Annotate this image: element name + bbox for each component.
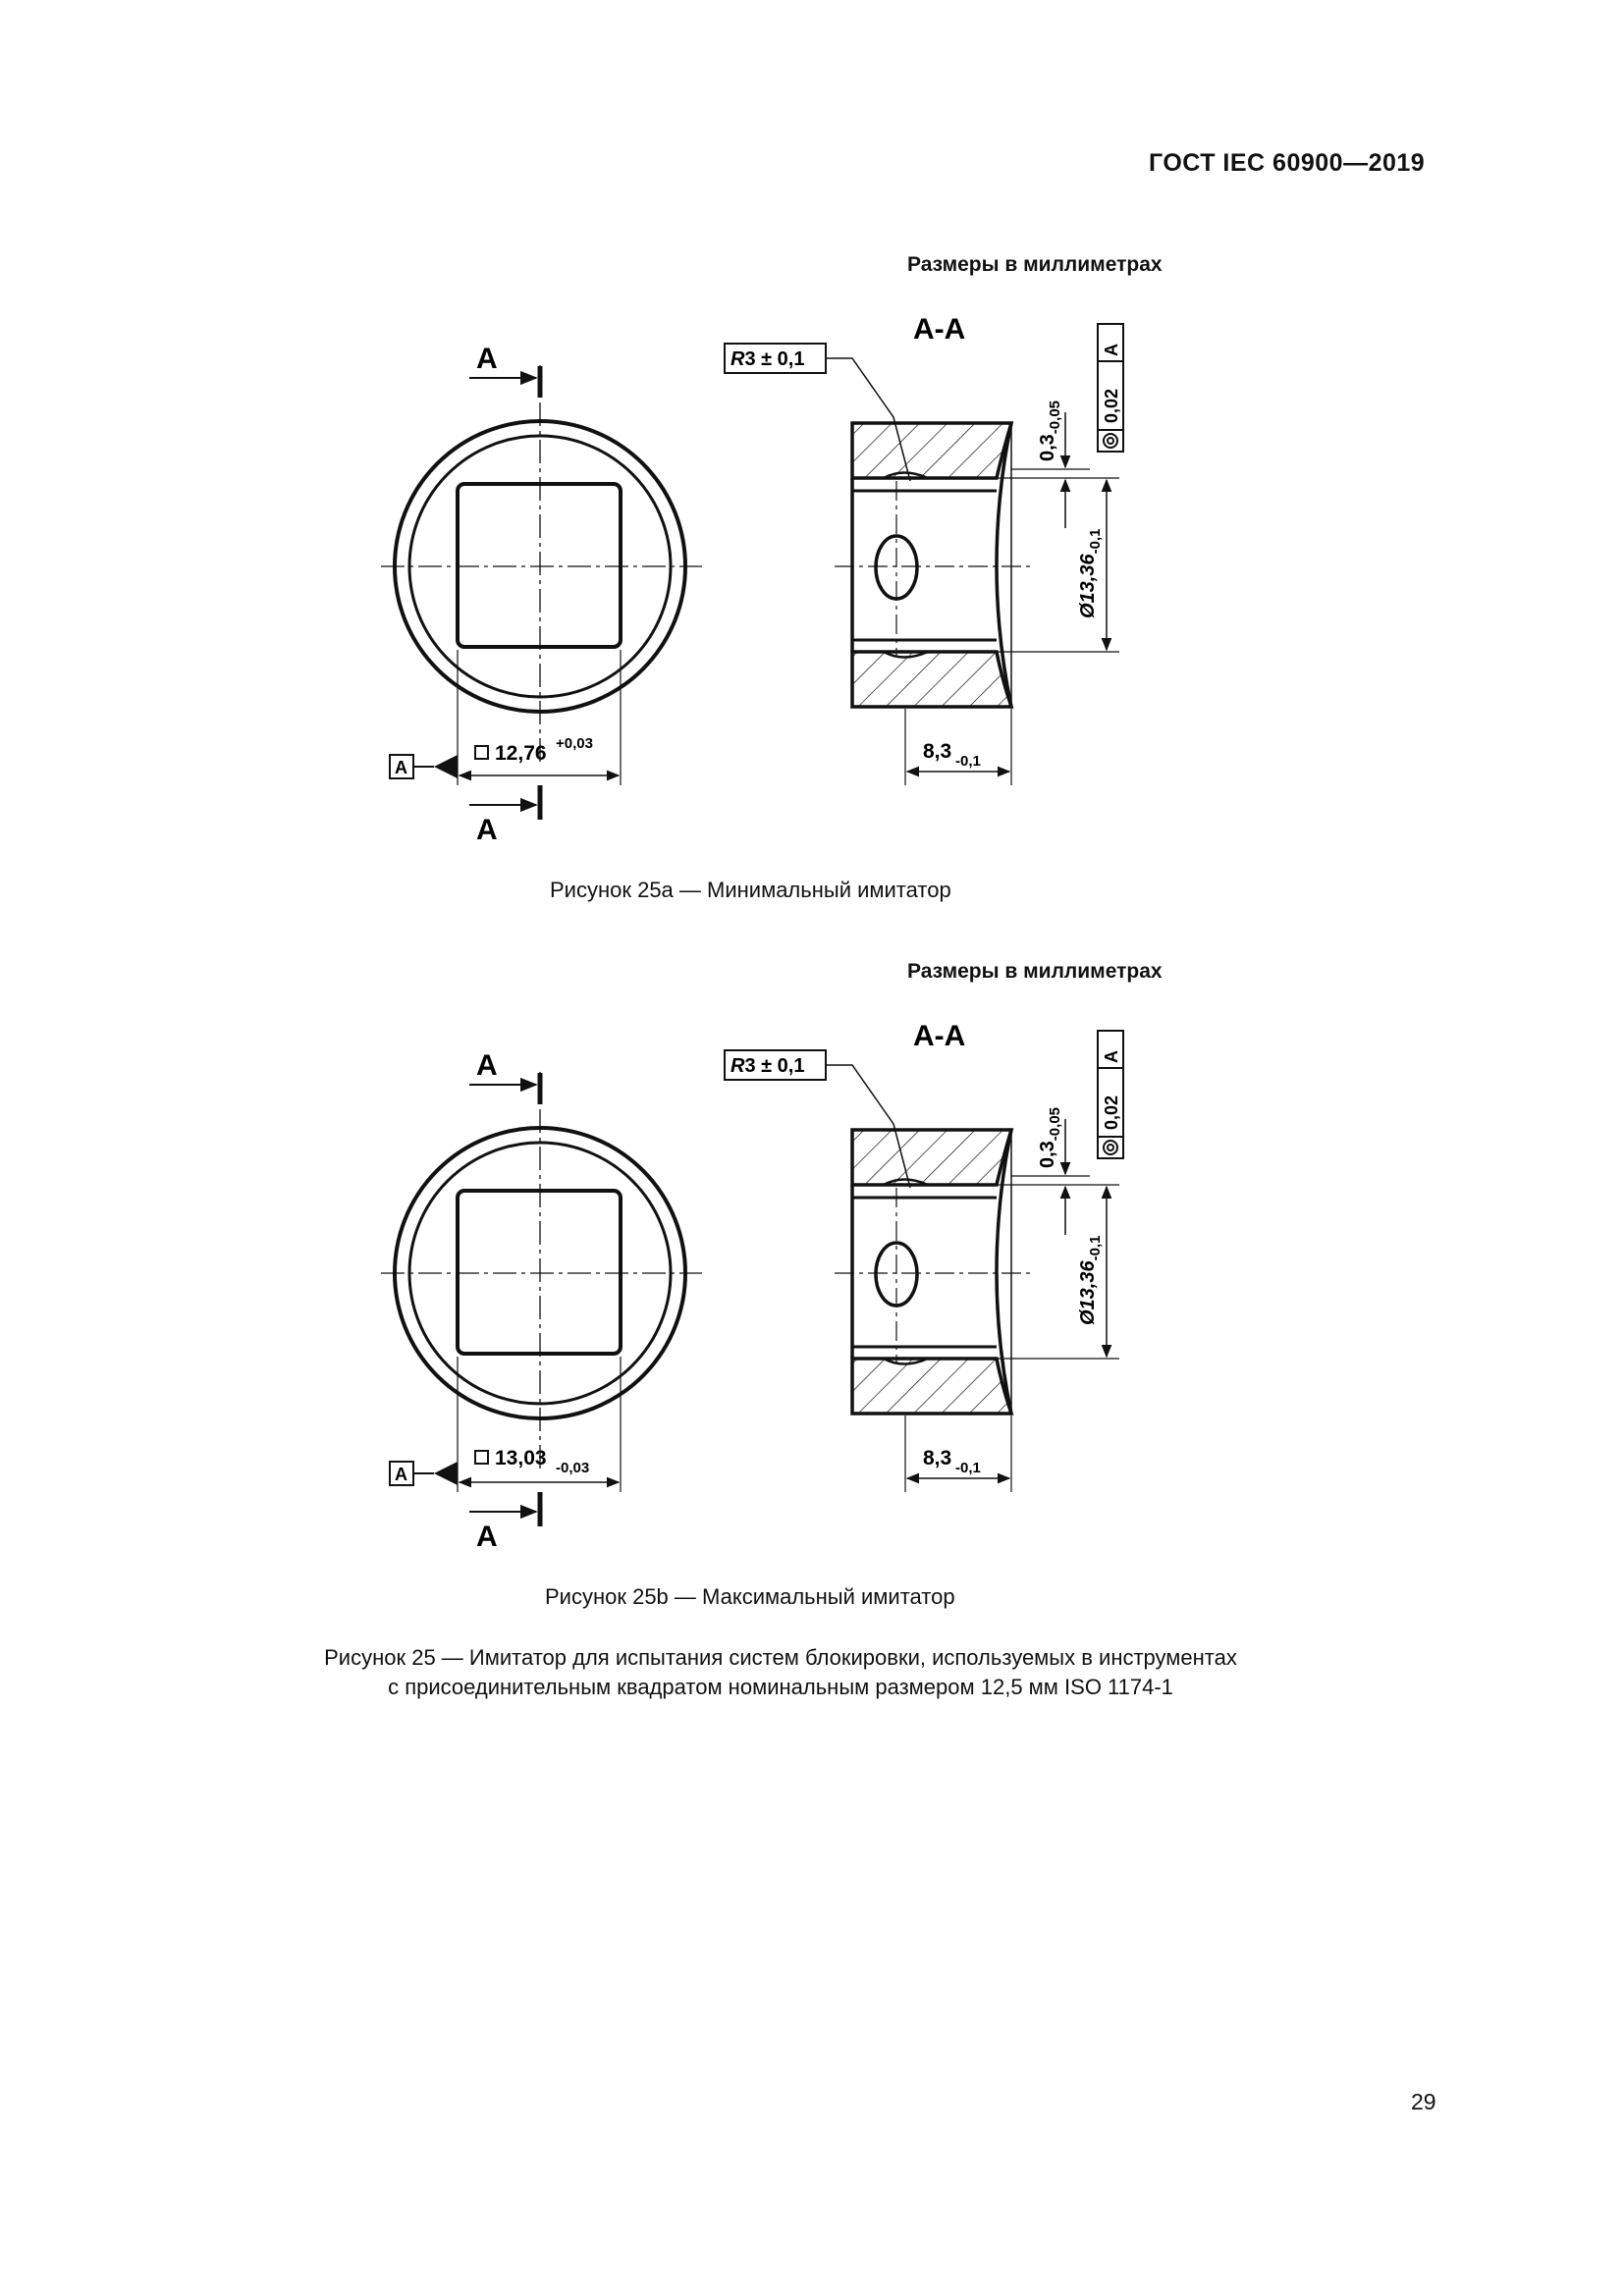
units-note-a: Размеры в миллиметрах: [907, 253, 1163, 276]
width-dimension: [905, 1415, 1011, 1492]
svg-text:A: A: [1102, 1050, 1121, 1063]
section-label: А-А: [913, 1020, 966, 1052]
datum-feature: [390, 755, 458, 778]
square-dimension: [458, 1357, 621, 1492]
section-cut-top: [469, 1049, 540, 1104]
cut-label-bottom: А: [476, 1521, 498, 1551]
figure-25b-caption: Рисунок 25b — Максимальный имитатор: [545, 1584, 955, 1609]
section-view: [835, 1130, 1031, 1414]
svg-text:Ø13,36-0,1: $Ø13,36_{-0,1}$: [1077, 1235, 1104, 1325]
figure-25a-caption: Рисунок 25а — Минимальный имитатор: [550, 878, 951, 902]
front-view: [381, 1072, 702, 1472]
figure-25-caption-line1: Рисунок 25 — Имитатор для испытания систем блокировки, используемых в инструментах: [324, 1645, 1237, 1670]
svg-text:0,3-0,05: $0,3_{-0,05}$: [1037, 1106, 1063, 1168]
section-label: А-А: [913, 313, 966, 346]
datum-feature: [390, 1462, 458, 1485]
figure-25-caption-line2: с присоединительным квадратом номинальным размером 12,5 мм ISO 1174-1: [388, 1675, 1173, 1699]
cut-label-top: А: [476, 343, 498, 375]
width-dim-value: 8,3: [923, 1447, 952, 1469]
square-dim-tol: +0,03: [556, 735, 593, 752]
width-dimension: [905, 709, 1011, 785]
square-dim-value: 12,76: [495, 742, 547, 765]
cut-label-bottom: А: [476, 814, 498, 844]
svg-text:0,02: 0,02: [1102, 1095, 1121, 1130]
units-note-b: Размеры в миллиметрах: [907, 960, 1163, 983]
square-dim-value: 13,03: [495, 1447, 547, 1469]
section-cut-bottom: [469, 785, 540, 844]
width-dim-value: 8,3: [923, 740, 952, 763]
section-cut-top: [469, 343, 540, 398]
figure-25b-drawing: [363, 991, 1218, 1551]
datum-label: A: [395, 1465, 407, 1484]
svg-text:R3 ± 0,1: R3 ± 0,1: [731, 348, 805, 370]
document-header: ГОСТ IEC 60900—2019: [1149, 149, 1426, 177]
svg-text:0,02: 0,02: [1102, 388, 1121, 423]
svg-text:Ø13,36-0,1: $Ø13,36_{-0,1}$: [1077, 528, 1104, 618]
figure-25a-drawing: [363, 285, 1218, 844]
datum-label: A: [395, 758, 407, 777]
width-dim-tol: -0,1: [955, 1460, 981, 1476]
concentricity-tolerance: [1098, 324, 1123, 452]
figure-25-caption: [245, 1643, 1316, 1702]
cut-label-top: А: [476, 1049, 498, 1082]
page-number: 29: [1411, 2089, 1436, 2114]
concentricity-tolerance: [1098, 1031, 1123, 1158]
svg-text:0,3-0,05: $0,3_{-0,05}$: [1037, 400, 1063, 461]
square-socket: [458, 484, 621, 647]
width-dim-tol: -0,1: [955, 753, 981, 770]
square-socket: [458, 1191, 621, 1354]
square-dimension: [458, 650, 621, 785]
square-dim-tol: -0,03: [556, 1460, 590, 1476]
svg-text:A: A: [1102, 344, 1121, 356]
section-view: [835, 423, 1031, 707]
section-cut-bottom: [469, 1492, 540, 1551]
front-view: [381, 365, 702, 766]
svg-text:R3 ± 0,1: R3 ± 0,1: [731, 1055, 805, 1077]
